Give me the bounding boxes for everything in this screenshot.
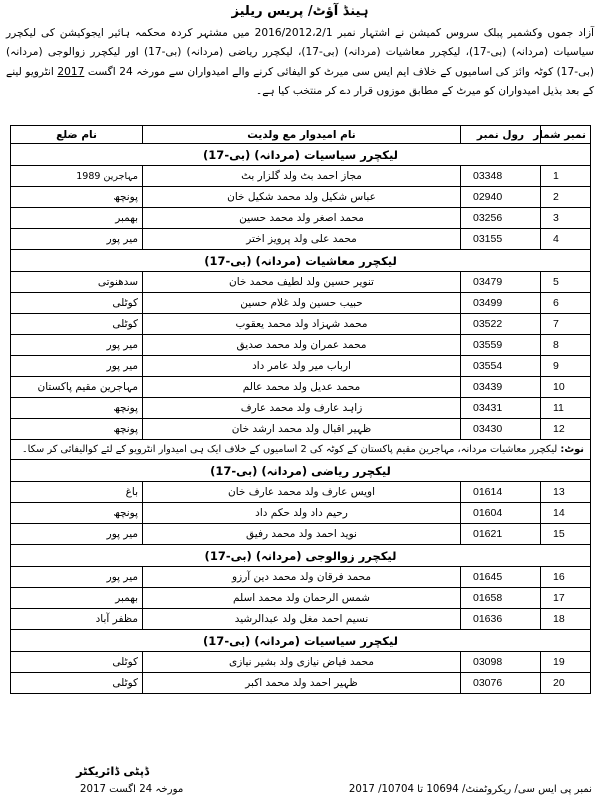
intro-underlined-year: 2017 (57, 65, 85, 78)
table-row (11, 503, 591, 524)
roll-number-cell: 01614 (461, 482, 541, 503)
serial-cell: 7 (541, 314, 591, 335)
note-cell (11, 440, 591, 460)
reference-number: نمبر پی ایس سی/ ریکروٹمنٹ/ 10694 تا 10704/ 2017 (348, 784, 592, 795)
signature-title: ڈپٹی ڈائریکٹر (76, 764, 150, 778)
header-roll: رول نمبر (461, 126, 541, 144)
district-cell: میر پور (11, 524, 143, 545)
candidate-name-cell: نوید احمد ولد محمد رفیق (143, 524, 461, 545)
table-row (11, 482, 591, 503)
district-cell: مظفر آباد (11, 609, 143, 630)
table-row (11, 652, 591, 673)
table-row (11, 398, 591, 419)
note-text: لیکچرر معاشیات مردانہ، مہاجرین مقیم پاکستان کے کوٹہ کی 2 اسامیوں کے خلاف ایک ہی امیدوار انٹرویو کے لئے کوالیفائی کر سکا۔ (21, 444, 561, 455)
table-row (11, 166, 591, 187)
reference-date: مورخہ 24 اگست 2017 (80, 784, 184, 795)
serial-cell: 2 (541, 187, 591, 208)
results-table (10, 125, 591, 694)
intro-paragraph (6, 24, 594, 102)
serial-cell: 3 (541, 208, 591, 229)
district-cell: کوٹلی (11, 314, 143, 335)
district-cell: میر پور (11, 335, 143, 356)
district-cell: پونچھ (11, 419, 143, 440)
roll-number-cell: 01658 (461, 588, 541, 609)
note-label: نوٹ: (560, 444, 584, 455)
roll-number-cell: 03348 (461, 166, 541, 187)
district-cell: کوٹلی (11, 673, 143, 694)
table-row (11, 588, 591, 609)
candidate-name-cell: محمد عمران ولد محمد صدیق (143, 335, 461, 356)
serial-cell: 9 (541, 356, 591, 377)
serial-cell: 8 (541, 335, 591, 356)
roll-number-cell: 03155 (461, 229, 541, 250)
candidate-name-cell: ارباب میر ولد عامر داد (143, 356, 461, 377)
roll-number-cell: 03431 (461, 398, 541, 419)
section-heading-row (11, 545, 591, 567)
roll-number-cell: 03076 (461, 673, 541, 694)
table-row (11, 187, 591, 208)
district-cell: میر پور (11, 567, 143, 588)
district-cell: کوٹلی (11, 652, 143, 673)
section-heading: لیکچرر معاشیات (مردانہ) (بی-17) (11, 250, 591, 272)
candidate-name-cell: ظہیر احمد ولد محمد اکبر (143, 673, 461, 694)
header-serial: نمبر شمار (541, 126, 591, 144)
serial-cell: 4 (541, 229, 591, 250)
district-cell: بھمبر (11, 588, 143, 609)
serial-cell: 14 (541, 503, 591, 524)
table-row (11, 356, 591, 377)
serial-cell: 12 (541, 419, 591, 440)
table-row (11, 609, 591, 630)
section-heading: لیکچرر سیاسیات (مردانہ) (بی-17) (11, 144, 591, 166)
press-release-title: ہینڈ آؤٹ/ پریس ریلیز (231, 4, 369, 19)
candidate-name-cell: محمد عدیل ولد محمد عالم (143, 377, 461, 398)
reference-line (80, 784, 592, 795)
district-cell: باغ (11, 482, 143, 503)
roll-number-cell: 03499 (461, 293, 541, 314)
serial-cell: 16 (541, 567, 591, 588)
serial-cell: 1 (541, 166, 591, 187)
section-heading-row (11, 250, 591, 272)
table-body (11, 144, 591, 694)
district-cell: مہاجرین 1989 (11, 166, 143, 187)
roll-number-cell: 01621 (461, 524, 541, 545)
candidate-name-cell: اویس عارف ولد محمد عارف خان (143, 482, 461, 503)
table-row (11, 419, 591, 440)
candidate-name-cell: محمد فرقان ولد محمد دین آرزو (143, 567, 461, 588)
serial-cell: 15 (541, 524, 591, 545)
candidate-name-cell: محمد شہزاد ولد محمد یعقوب (143, 314, 461, 335)
roll-number-cell: 03430 (461, 419, 541, 440)
roll-number-cell: 01645 (461, 567, 541, 588)
candidate-name-cell: رحیم داد ولد حکم داد (143, 503, 461, 524)
intro-text-part2: انٹرویو لینے کے بعد بذیل امیدواران کو میرٹ کے مطابق موزوں قرار دے کر منتخب کیا ہے۔ (6, 65, 594, 98)
candidate-name-cell: مجاز احمد بٹ ولد گلزار بٹ (143, 166, 461, 187)
serial-cell: 11 (541, 398, 591, 419)
candidate-name-cell: محمد فیاض نیازی ولد بشیر نیازی (143, 652, 461, 673)
district-cell: میر پور (11, 229, 143, 250)
header-name: نام امیدوار مع ولدیت (143, 126, 461, 144)
district-cell: پونچھ (11, 503, 143, 524)
candidate-name-cell: محمد علی ولد پرویز اختر (143, 229, 461, 250)
roll-number-cell: 01636 (461, 609, 541, 630)
serial-cell: 6 (541, 293, 591, 314)
serial-cell: 20 (541, 673, 591, 694)
roll-number-cell: 03098 (461, 652, 541, 673)
district-cell: پونچھ (11, 398, 143, 419)
serial-cell: 19 (541, 652, 591, 673)
serial-cell: 10 (541, 377, 591, 398)
serial-cell: 13 (541, 482, 591, 503)
serial-cell: 17 (541, 588, 591, 609)
candidate-name-cell: عباس شکیل ولد محمد شکیل خان (143, 187, 461, 208)
roll-number-cell: 03554 (461, 356, 541, 377)
candidate-name-cell: زاہد عارف ولد محمد عارف (143, 398, 461, 419)
candidate-name-cell: نسیم احمد مغل ولد عبدالرشید (143, 609, 461, 630)
candidate-name-cell: ظہیر اقبال ولد محمد ارشد خان (143, 419, 461, 440)
section-heading: لیکچرر زوالوجی (مردانہ) (بی-17) (11, 545, 591, 567)
district-cell: پونچھ (11, 187, 143, 208)
table-row (11, 335, 591, 356)
section-heading: لیکچرر سیاسیات (مردانہ) (بی-17) (11, 630, 591, 652)
district-cell: میر پور (11, 356, 143, 377)
section-heading: لیکچرر ریاضی (مردانہ) (بی-17) (11, 460, 591, 482)
roll-number-cell: 03479 (461, 272, 541, 293)
note-row (11, 440, 591, 460)
roll-number-cell: 03439 (461, 377, 541, 398)
table-row (11, 229, 591, 250)
district-cell: مہاجرین مقیم پاکستان (11, 377, 143, 398)
section-heading-row (11, 144, 591, 166)
roll-number-cell: 01604 (461, 503, 541, 524)
section-heading-row (11, 460, 591, 482)
section-heading-row (11, 630, 591, 652)
roll-number-cell: 03559 (461, 335, 541, 356)
table-row (11, 293, 591, 314)
roll-number-cell: 02940 (461, 187, 541, 208)
district-cell: کوٹلی (11, 293, 143, 314)
header-district: نام ضلع (11, 126, 143, 144)
intro-text-part1: آزاد جموں وکشمیر پبلک سروس کمیشن نے اشتہار نمبر 2016/2012،2/1 میں مشتہر کردہ محکمہ ہائیر ایجوکیشن کی لیکچرر سیاسیات (مردانہ) (بی-17)، لیکچرر معاشیات (مردانہ) (بی-17)، لیکچرر ریاضی (مردانہ) (بی-17) اور لیکچرر زوالوجی (مردانہ) (بی-17) کوٹہ وائز کی اسامیوں کے خلاف ایم ایس سی میرٹ کو الیفائی کرنے والے امیدواران سے مورخہ 24 اگست (6, 27, 594, 78)
candidate-name-cell: حبیب حسین ولد غلام حسین (143, 293, 461, 314)
table-row (11, 272, 591, 293)
candidate-name-cell: محمد اصغر ولد محمد حسین (143, 208, 461, 229)
roll-number-cell: 03522 (461, 314, 541, 335)
roll-number-cell: 03256 (461, 208, 541, 229)
table-row (11, 524, 591, 545)
table-row (11, 314, 591, 335)
candidate-name-cell: شمس الرحمان ولد محمد اسلم (143, 588, 461, 609)
district-cell: بھمبر (11, 208, 143, 229)
serial-cell: 5 (541, 272, 591, 293)
table-row (11, 208, 591, 229)
table-row (11, 673, 591, 694)
table-row (11, 567, 591, 588)
district-cell: سدھنوتی (11, 272, 143, 293)
table-row (11, 377, 591, 398)
table-header-row (11, 126, 591, 144)
candidate-name-cell: تنویر حسین ولد لطیف محمد خان (143, 272, 461, 293)
serial-cell: 18 (541, 609, 591, 630)
